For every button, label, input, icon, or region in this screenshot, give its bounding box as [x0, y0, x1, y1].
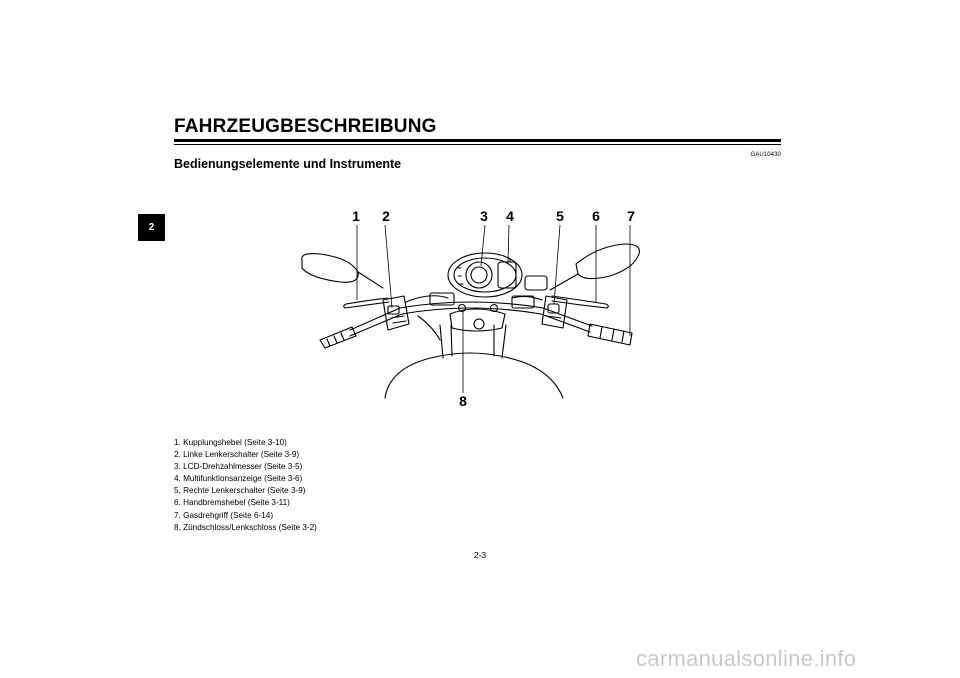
leader-2	[385, 225, 392, 308]
watermark: carmanualsonline.info	[636, 646, 857, 671]
instrument-cluster	[448, 253, 522, 297]
legend-item: 6. Handbremshebel (Seite 3-11)	[174, 498, 290, 508]
legend-item: 5. Rechte Lenkerschalter (Seite 3-9)	[174, 486, 306, 496]
callout-7: 7	[627, 208, 635, 224]
fork-left	[440, 325, 452, 358]
handlebar	[350, 302, 592, 330]
leader-4	[508, 225, 509, 262]
callout-3: 3	[480, 208, 488, 224]
chapter-tab: 2	[138, 214, 165, 241]
tank-outline	[385, 353, 563, 398]
page-title: FAHRZEUGBESCHREIBUNG	[174, 116, 437, 137]
left-mirror	[302, 254, 358, 283]
callout-5: 5	[556, 208, 564, 224]
page-number: 2-3	[473, 550, 487, 560]
legend-item: 3. LCD-Drehzahlmesser (Seite 3-5)	[174, 462, 303, 472]
legend-item: 8. Zündschloss/Lenkschloss (Seite 3-2)	[174, 522, 317, 532]
section-title: Bedienungselemente und Instrumente	[174, 157, 402, 171]
ignition-lock	[474, 319, 484, 329]
handlebar-illustration	[280, 200, 660, 415]
legend-item: 7. Gasdrehgriff (Seite 6-14)	[174, 510, 274, 520]
brake-lever	[552, 296, 606, 304]
legend-item: 1. Kupplungshebel (Seite 3-10)	[174, 438, 287, 447]
callout-2: 2	[382, 208, 390, 224]
section-id: GAU10430	[750, 152, 781, 158]
multifunction-display	[498, 262, 516, 288]
callout-1: 1	[352, 208, 360, 224]
fork-right	[494, 325, 506, 358]
legend-item: 2. Linke Lenkerschalter (Seite 3-9)	[174, 450, 300, 460]
title-rule-thin	[174, 144, 781, 145]
callout-4: 4	[506, 208, 514, 224]
legend-item: 4. Multifunktionsanzeige (Seite 3-6)	[174, 474, 303, 484]
callout-6: 6	[592, 208, 600, 224]
callout-8: 8	[459, 393, 467, 409]
right-grip	[588, 324, 632, 345]
figure-legend	[174, 437, 317, 534]
tachometer-dial	[466, 262, 492, 288]
title-rule-thick	[174, 139, 781, 142]
leader-5	[554, 225, 560, 304]
top-clamp	[450, 309, 505, 331]
leader-3	[481, 225, 485, 266]
